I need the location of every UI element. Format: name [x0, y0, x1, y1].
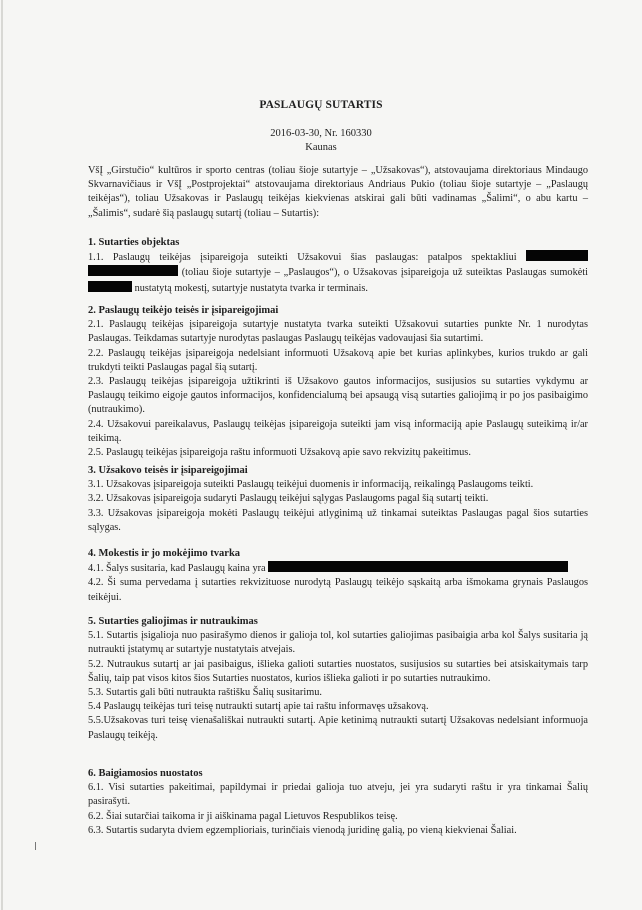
section-5 — [88, 615, 588, 743]
clause-2-2: 2.2. Paslaugų teikėjas įsipareigoja nedelsiant informuoti Užsakovą apie bet kurias aplinkybes, kurios trukdo ar gali trukdyti teikti Paslaugas pagal šią sutartį. — [88, 347, 588, 373]
section-5-heading: 5. Sutarties galiojimas ir nutraukimas — [88, 616, 258, 627]
clause-1-1-part-a: 1.1. Paslaugų teikėjas įsipareigoja suteikti Užsakovui šias paslaugas: patalpos spektakliui — [88, 252, 517, 264]
section-1 — [88, 236, 588, 296]
clause-4-1 — [88, 561, 588, 576]
section-4 — [88, 547, 588, 605]
clause-5-4: 5.4 Paslaugų teikėjas turi teisę nutraukti sutartį apie tai raštu informavęs užsakovą. — [88, 701, 429, 713]
section-6 — [88, 767, 588, 838]
clause-2-4: 2.4. Užsakovui pareikalavus, Paslaugų teikėjas įsipareigoja suteikti jam visą informaciją apie Paslaugų suteikimą ir/ar teikimą. — [88, 418, 588, 444]
section-6-heading: 6. Baigiamosios nuostatos — [88, 768, 203, 779]
redaction-box — [88, 281, 132, 292]
clause-1-1-part-c: nustatytą mokestį, sutartyje nustatyta tvarka ir terminais. — [134, 282, 368, 294]
clause-1-1 — [88, 250, 588, 296]
document-title: PASLAUGŲ SUTARTIS — [259, 99, 383, 111]
section-3 — [88, 464, 588, 535]
clause-3-3: 3.3. Užsakovas įsipareigoja mokėti Paslaugų teikėjui atlyginimą už tinkamai suteiktas Paslaugas pagal šios sutarties sąlygas. — [88, 507, 588, 533]
stray-pen-mark — [35, 842, 36, 850]
clause-3-1: 3.1. Užsakovas įsipareigoja suteikti Paslaugų teikėjui duomenis ir informaciją, reikalingą Paslaugoms teikti. — [88, 479, 534, 491]
clause-6-2: 6.2. Šiai sutarčiai taikoma ir ji aiškinama pagal Lietuvos Respublikos teisę. — [88, 810, 398, 822]
clause-5-3: 5.3. Sutartis gali būti nutraukta raštišku Šalių susitarimu. — [88, 687, 322, 699]
clause-5-5: 5.5.Užsakovas turi teisę vienašališkai nutraukti sutartį. Apie ketinimą nutraukti sutartį Užsakovas nedelsiant informuoja Paslaugų teikėją. — [88, 715, 588, 741]
clause-1-1-part-b: (toliau šioje sutartyje – „Paslaugos“), o Užsakovas įsipareigoja už suteiktas Paslaugas sumokėti — [181, 267, 589, 279]
intro-paragraph: VšĮ „Girstučio“ kultūros ir sporto centras (toliau šioje sutartyje – „Užsakovas“), atstovaujama direktoriaus Mindaugo Skvarnavičiaus ir VšĮ „Postprojektai“ atstovaujama direktoriaus Andriaus Pukio (toliau šioje sutartyje – „Paslaugų teikėjas“), toliau Užsakovas ir Paslaugų teikėjas kiekvienas atskirai gali būti vadinamas „Šalimi“, o abu kartu – „Šalimis“, sudarė šią paslaugų sutartį (toliau – Sutartis): — [88, 165, 588, 219]
document-place: Kaunas — [305, 142, 337, 153]
redaction-box — [526, 250, 588, 261]
redaction-box — [268, 561, 568, 572]
clause-6-3: 6.3. Sutartis sudaryta dviem egzemplioriais, turinčiais vienodą juridinę galią, po vieną kiekvienai Šaliai. — [88, 824, 517, 836]
clause-2-5: 2.5. Paslaugų teikėjas įsipareigoja raštu informuoti Užsakovą apie savo rekvizitų pakeitimus. — [88, 447, 471, 459]
clause-4-2: 4.2. Ši suma pervedama į sutarties rekvizituose nurodytą Paslaugų teikėjo sąskaitą arba išmokama grynais Paslaugos teikėjui. — [88, 577, 588, 603]
section-2 — [88, 304, 588, 460]
document-date-number: 2016-03-30, Nr. 160330 — [270, 128, 372, 139]
clause-6-1: 6.1. Visi sutarties pakeitimai, papildymai ir priedai galioja tuo atveju, jei yra sudaryti raštu ir yra tinkamai Šalių pasirašyti. — [88, 782, 588, 808]
clause-5-2: 5.2. Nutraukus sutartį ar jai pasibaigus, išlieka galioti sutarties nuostatos, susijusios su sutarties bei atsiskaitymais tarp Šalių, taip pat visos kitos šios Sutarties nuostatos, kurios išlieka galioti ir po sutarties nutraukimo. — [88, 658, 588, 684]
section-1-heading: 1. Sutarties objektas — [88, 237, 180, 248]
clause-5-1: 5.1. Sutartis įsigalioja nuo pasirašymo dienos ir galioja tol, kol sutarties galiojimas pasibaigia arba kol Šalys susitaria ją nutraukti įstatymų ar sutartyje nustatytais atvejais. — [88, 630, 588, 656]
clause-3-2: 3.2. Užsakovas įsipareigoja sudaryti Paslaugų teikėjui sąlygas Paslaugoms pagal šią sutartį teikti. — [88, 493, 489, 505]
section-3-heading: 3. Užsakovo teisės ir įsipareigojimai — [88, 465, 248, 476]
redaction-box — [88, 265, 178, 276]
clause-2-1: 2.1. Paslaugų teikėjas įsipareigoja sutartyje nustatyta tvarka suteikti Užsakovui sutarties punkte Nr. 1 nurodytas Paslaugas. Teikdamas sutartyje nurodytas paslaugas Paslaugų teikėjas vadovaujasi šia sutartimi. — [88, 319, 588, 345]
clause-4-1-text: 4.1. Šalys susitaria, kad Paslaugų kaina yra — [88, 563, 266, 575]
section-2-heading: 2. Paslaugų teikėjo teisės ir įsipareigojimai — [88, 305, 279, 316]
clause-2-3: 2.3. Paslaugų teikėjas įsipareigoja užtikrinti iš Užsakovo gautos informacijos, susijusios su sutarties vykdymu ar Paslaugų teikimo eigoje gautos informacijos, konfidencialumą bei apsaugą visą sutarties galiojimą ir po jos pasibaigimo (nutraukimo). — [88, 376, 588, 416]
section-4-heading: 4. Mokestis ir jo mokėjimo tvarka — [88, 548, 241, 559]
